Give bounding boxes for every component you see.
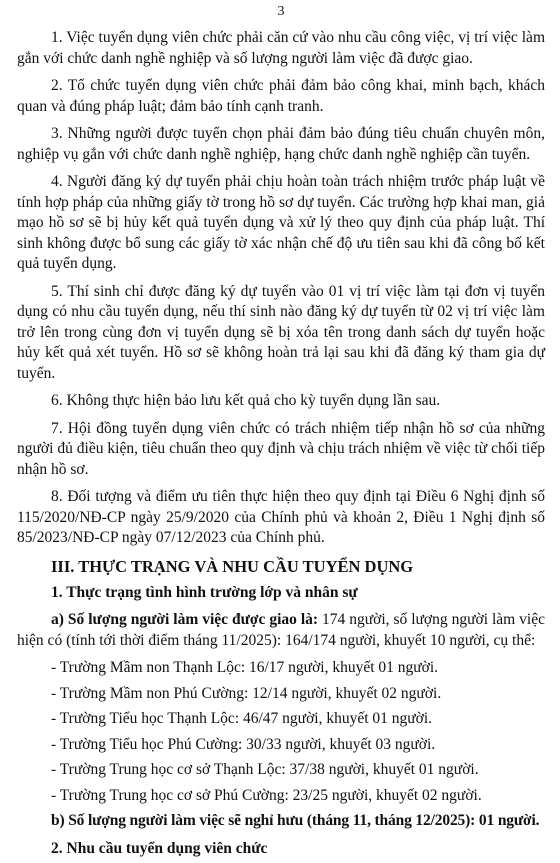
school-item: - Trường Tiểu học Thạnh Lộc: 46/47 người, khuyết 01 người. (51, 710, 433, 727)
principle-3: 3. Những người được tuyển chọn phải đảm bảo đúng tiêu chuẩn chuyên môn, nghiệp vụ gắn với chức danh nghề nghiệp, hạng chức danh nghề nghiệp cần tuyển. (17, 125, 545, 163)
school-item: - Trường Trung học cơ sở Thạnh Lộc: 37/38 người, khuyết 01 người. (51, 761, 479, 778)
principle-1: 1. Việc tuyển dụng viên chức phải căn cứ vào nhu cầu công việc, vị trí việc làm gắn với chức danh nghề nghiệp và số lượng người làm việc đã được giao. (17, 29, 545, 67)
principle-7: 7. Hội đồng tuyển dụng viên chức có trách nhiệm tiếp nhận hồ sơ của những người đủ điều kiện, tiêu chuẩn theo quy định và chịu trách nhiệm về việc từ chối tiếp nhận hồ sơ. (17, 419, 545, 478)
principle-4: 4. Người đăng ký dự tuyển phải chịu hoàn toàn trách nhiệm trước pháp luật về tính hợp pháp của những giấy tờ trong hồ sơ dự tuyển. Các trường hợp khai man, giả mạo hồ sơ sẽ bị hủy kết quả tuyển dụng và xử lý theo quy định của pháp luật. Thí sinh không được bổ sung các giấy tờ xác nhận chế độ ưu tiên sau khi đã công bố kết quả tuyển dụng. (17, 173, 545, 272)
principle-8: 8. Đối tượng và điểm ưu tiên thực hiện theo quy định tại Điều 6 Nghị định số 115/2020/NĐ-CP ngày 25/9/2020 của Chính phủ và khoản 2, Điều 1 Nghị định số 85/2023/NĐ-CP ngày 07/12/2023 của Chính phủ. (17, 488, 545, 546)
subsection-heading-2: 2. Nhu cầu tuyển dụng viên chức (51, 839, 268, 857)
principle-6: 6. Không thực hiện bảo lưu kết quả cho kỳ tuyển dụng lần sau. (51, 392, 441, 409)
school-item: - Trường Tiểu học Phú Cường: 30/33 người, khuyết 03 người. (51, 735, 436, 753)
staff-text: 174 người, số lượng người làm việc hiện có (tính tới thời điểm tháng 11/2025): 164/174 người, khuyết 10 người, cụ thể: (17, 611, 545, 649)
subsection-heading-1: 1. Thực trạng tình hình trường lớp và nhân sự (51, 583, 358, 601)
retirement-line: b) Số lượng người làm việc sẽ nghỉ hưu (tháng 11, tháng 12/2025): 01 người. (51, 812, 540, 829)
principle-2: 2. Tổ chức tuyển dụng viên chức phải đảm bảo công khai, minh bạch, khách quan và đúng pháp luật; đảm bảo tính cạnh tranh. (17, 77, 545, 115)
staff-lead: a) Số lượng người làm việc được giao là: (51, 611, 319, 628)
page-number: 3 (277, 4, 285, 19)
section-heading: III. THỰC TRẠNG VÀ NHU CẦU TUYỂN DỤNG (51, 556, 414, 576)
staff-paragraph (17, 610, 545, 651)
school-item: - Trường Mầm non Phú Cường: 12/14 người, khuyết 02 người. (51, 684, 442, 702)
school-item: - Trường Mầm non Thạnh Lộc: 16/17 người, khuyết 01 người. (51, 659, 439, 676)
school-item: - Trường Trung học cơ sở Phú Cường: 23/25 người, khuyết 02 người. (51, 786, 482, 804)
principle-5: 5. Thí sinh chỉ được đăng ký dự tuyển vào 01 vị trí việc làm tại đơn vị tuyển dụng có nhu cầu tuyển dụng, nếu thí sinh nào đăng ký dự tuyển từ 02 vị trí việc làm trở lên trong cùng đơn vị tuyển dụng sẽ bị xóa tên trong danh sách dự tuyển hoặc hủy kết quả xét tuyển. Hồ sơ sẽ không hoàn trả lại sau khi đã đăng ký tham gia dự tuyển. (17, 282, 545, 382)
